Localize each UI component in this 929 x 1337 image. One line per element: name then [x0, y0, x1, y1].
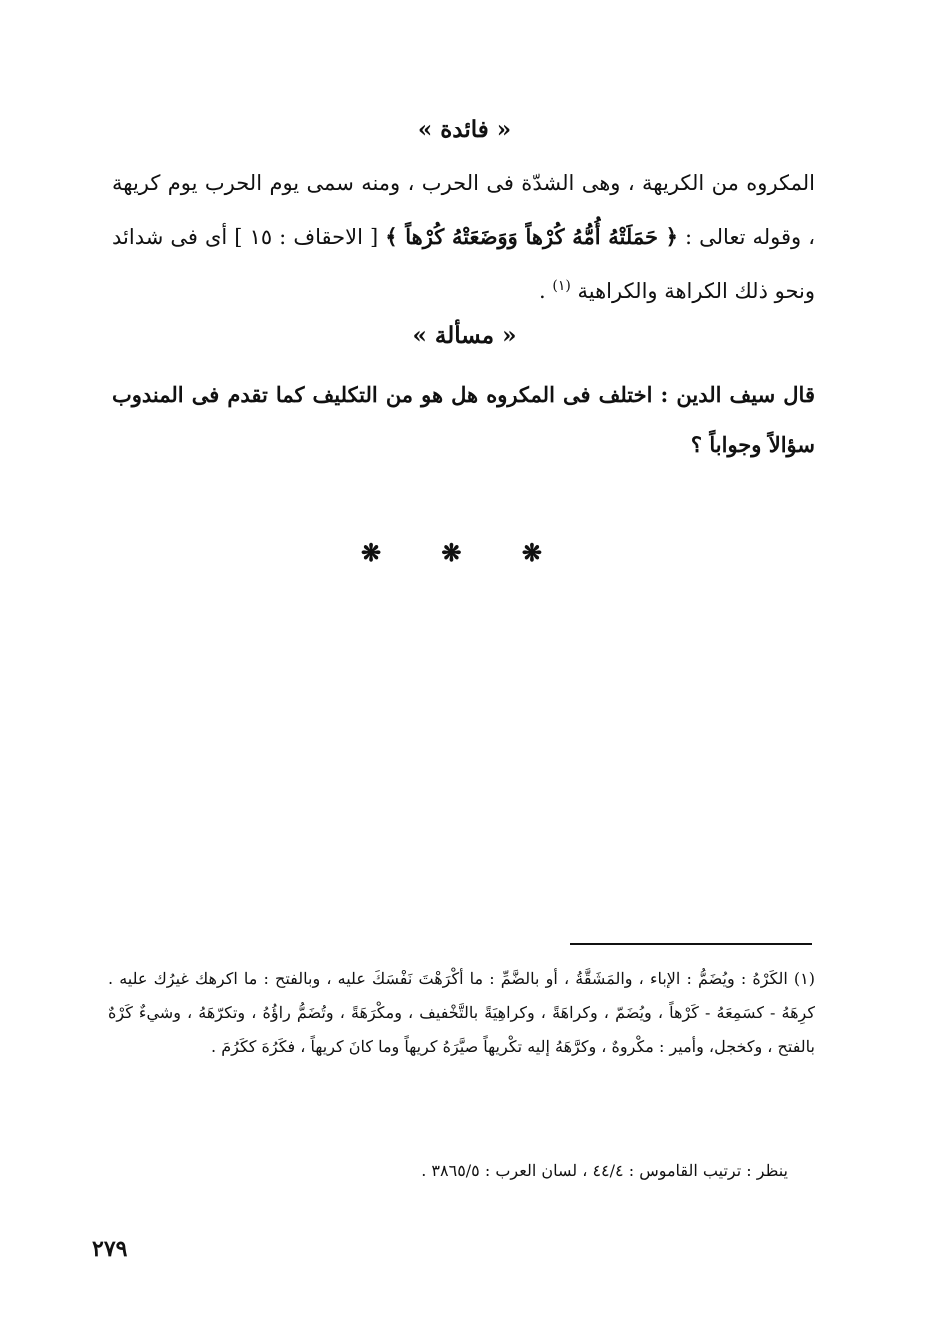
- paragraph-masala: قال سيف الدين : اختلف فى المكروه هل هو من التكليف كما تقدم فى المندوب سؤالاً وجواباً ؟: [112, 382, 815, 457]
- paragraph-faida-text-b: [ الاحقاف : ١٥ ] أى فى شدائد ونحو ذلك الكراهة والكراهية: [112, 225, 815, 303]
- paragraph-faida-text-c: .: [538, 279, 553, 303]
- section-separator: ❋ ❋ ❋: [360, 538, 569, 567]
- heading-faida: « فائدة »: [417, 116, 512, 143]
- page-number: ٢٧٩: [92, 1236, 128, 1262]
- footnote-text: (١) الكَرْهُ : ويُضَمُّ : الإباء ، والمَشَقَّةُ ، أو بالضَّمِّ : ما أكْرَهْتَ نَفْسَكَ عليه ، وبالفتح : ما اكرهك غيرُك عليه . كرِهَهُ - كسَمِعَهُ - كَرْهاً ، ويُضَمّ ، وكراهَةً ، وكراهِيَةً بالتَّخْفيف ، ومكْرَهَةً ، وتُضَمُّ راؤُهُ ، وتكرّهَهُ ، وشيءٌ كَرْهٌ بالفتح ، وكخجل، وأمير : مكْروهٌ ، وكرَّهَهُ إليه تكْريهاً صيَّرَهُ كريهاً وما كانَ كريهاً ، فكَرُهَ ككَرُمَ .: [108, 969, 815, 1056]
- paragraph-faida-text-a: المكروه من الكريهة ، وهى الشدّة فى الحرب ، ومنه سمى يوم الحرب يوم كريهة ، وقوله تعالى :: [112, 171, 816, 249]
- heading-masala: « مسألة »: [412, 322, 517, 349]
- footnote-reference: ينظر : ترتيب القاموس : ٤٤/٤ ، لسان العرب : ٣٨٦٥/٥ .: [421, 1161, 788, 1180]
- paragraph-faida: [112, 156, 815, 318]
- quran-verse: ﴿ حَمَلَتْهُ أُمُّهُ كُرْهاً وَوَضَعَتْهُ كُرْهاً ﴾: [385, 224, 678, 249]
- footnote-marker[interactable]: (١): [552, 278, 571, 294]
- footnote-divider: [570, 943, 812, 945]
